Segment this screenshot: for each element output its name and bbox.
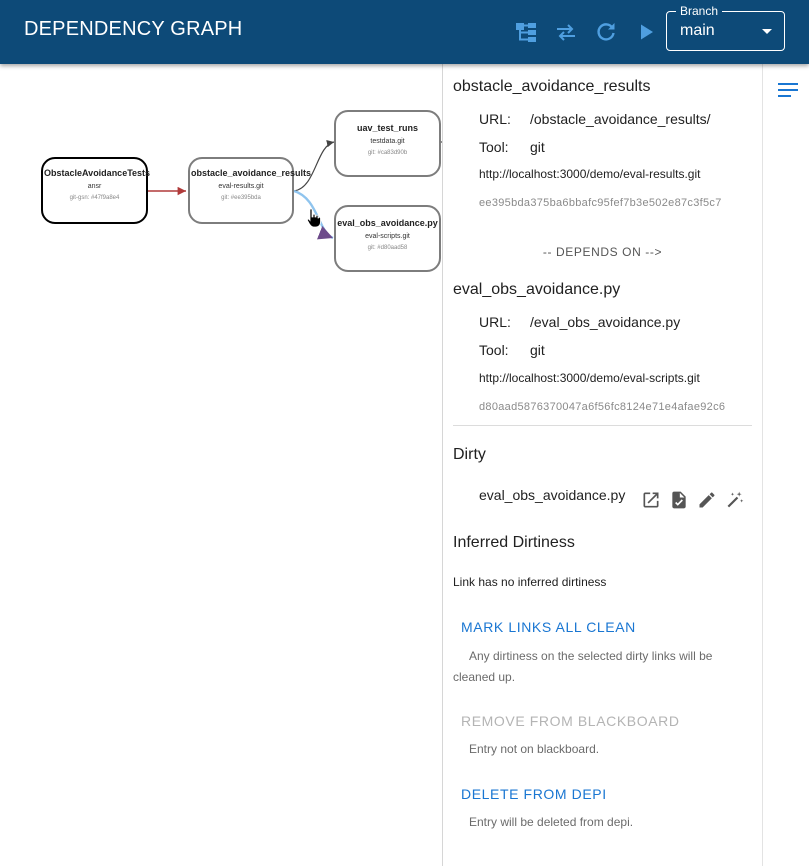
target-repo-url: http://localhost:3000/demo/eval-scripts.git — [479, 371, 700, 385]
mark-clean-help: Any dirtiness on the selected dirty links will be cleaned up. — [453, 649, 713, 684]
node-name: obstacle_avoidance_results — [191, 168, 312, 178]
details-panel — [443, 64, 762, 866]
chevron-down-icon — [762, 29, 772, 34]
node-repo: testdata.git — [370, 138, 405, 145]
target-url-value: /eval_obs_avoidance.py — [530, 314, 681, 330]
graph-canvas[interactable] — [0, 64, 443, 866]
mark-links-clean-button[interactable]: MARK LINKS ALL CLEAN — [461, 619, 636, 635]
edit-pencil-icon[interactable] — [697, 490, 717, 510]
branch-value: main — [680, 22, 715, 39]
node-repo: eval-scripts.git — [365, 233, 410, 240]
source-title: obstacle_avoidance_results — [453, 78, 651, 95]
node-name: eval_obs_avoidance.py — [337, 218, 438, 228]
swap-arrows-icon[interactable] — [554, 20, 578, 44]
remove-from-blackboard-button[interactable]: REMOVE FROM BLACKBOARD — [461, 713, 680, 729]
branch-select[interactable] — [666, 4, 785, 51]
app-bar — [0, 0, 809, 64]
section-divider — [453, 425, 752, 426]
graph-node[interactable] — [41, 157, 151, 224]
dirty-heading: Dirty — [453, 446, 486, 463]
inferred-message: Link has no inferred dirtiness — [453, 575, 607, 589]
node-version: git-gsn: #47f9a8e4 — [69, 195, 120, 201]
target-url-label: URL: — [479, 314, 511, 330]
graph-node[interactable] — [188, 157, 312, 224]
source-hash: ee395bda375ba6bbafc95fef7b3e502e87c3f5c7 — [479, 197, 722, 209]
magic-wand-icon[interactable] — [725, 490, 745, 510]
target-tool-label: Tool: — [479, 342, 509, 358]
target-hash: d80aad5876370047a6f56fc8124e71e4afae92c6 — [479, 401, 726, 413]
node-version: git: #ee395bda — [221, 195, 261, 201]
inferred-heading: Inferred Dirtiness — [453, 534, 575, 551]
source-tool-value: git — [530, 139, 545, 155]
graph-node[interactable] — [334, 205, 441, 272]
branch-label: Branch — [676, 4, 722, 18]
open-in-new-icon[interactable] — [641, 490, 661, 510]
node-name: uav_test_runs — [356, 123, 419, 133]
page-title: DEPENDENCY GRAPH — [24, 18, 243, 40]
node-version: git: #d80aad58 — [367, 245, 408, 251]
target-title: eval_obs_avoidance.py — [453, 281, 621, 298]
node-repo: eval-results.git — [218, 183, 264, 190]
source-url-label: URL: — [479, 111, 511, 127]
graph-node[interactable] — [334, 110, 441, 177]
depends-on-label: -- DEPENDS ON --> — [542, 245, 663, 259]
target-tool-value: git — [530, 342, 545, 358]
tree-layout-icon[interactable] — [514, 20, 538, 44]
source-repo-url: http://localhost:3000/demo/eval-results.git — [479, 167, 701, 181]
node-version: git: #ca83d90b — [367, 150, 408, 156]
play-icon[interactable] — [634, 20, 658, 44]
source-tool-label: Tool: — [479, 139, 509, 155]
refresh-icon[interactable] — [594, 20, 618, 44]
file-check-icon[interactable] — [669, 490, 689, 510]
source-url-value: /obstacle_avoidance_results/ — [530, 111, 711, 127]
remove-blackboard-help: Entry not on blackboard. — [469, 742, 600, 756]
dirty-item-name: eval_obs_avoidance.py — [479, 487, 626, 503]
delete-depi-help: Entry will be deleted from depi. — [469, 815, 634, 829]
hand-pointer-icon — [306, 208, 322, 228]
edge-results-to-testruns[interactable] — [294, 142, 334, 191]
node-name: ObstacleAvoidanceTests — [44, 168, 151, 178]
right-rail — [762, 64, 809, 866]
node-repo: ansr — [87, 183, 102, 190]
delete-from-depi-button[interactable]: DELETE FROM DEPI — [461, 786, 607, 802]
details-menu-icon[interactable] — [778, 82, 798, 98]
